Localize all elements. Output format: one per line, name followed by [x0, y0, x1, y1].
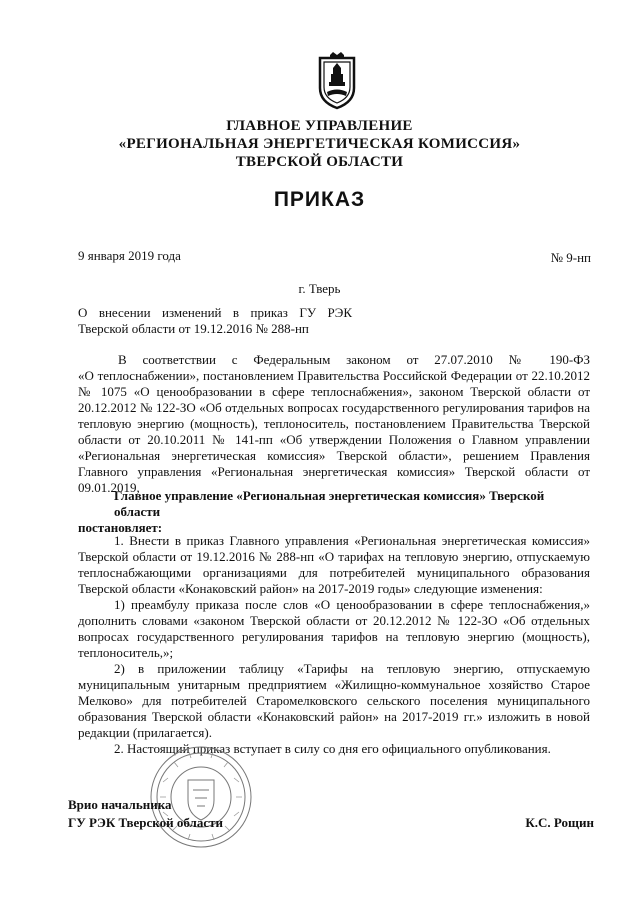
- organization-name-line3: ТВЕРСКОЙ ОБЛАСТИ: [235, 154, 404, 170]
- item-2: 2. Настоящий приказ вступает в силу со дня его официального опубликования.: [114, 741, 551, 756]
- decree-heading: [78, 488, 590, 536]
- decree-line1: Главное управление «Региональная энергетическая комиссия» Тверской области: [114, 488, 545, 519]
- document-subject: [78, 305, 352, 337]
- item-1-sub-1: 1) преамбулу приказа после слов «О ценообразовании в сфере теплоснабжения,» дополнить словами «законом Тверской области от 20.12.2012 № 122-ЗО «Об отдельных вопросах государственного регулирования тарифов на тепловую энергию (мощность), теплоноситель,»;: [78, 597, 590, 660]
- organization-name-line2: «РЕГИОНАЛЬНАЯ ЭНЕРГЕТИЧЕСКАЯ КОМИССИЯ»: [118, 136, 521, 152]
- document-number: № 9-нп: [550, 250, 591, 265]
- document-date: 9 января 2019 года: [78, 248, 181, 263]
- decree-line2: постановляет:: [78, 520, 163, 535]
- document-title: ПРИКАЗ: [273, 188, 366, 211]
- organization-name-line1: ГЛАВНОЕ УПРАВЛЕНИЕ: [226, 118, 413, 134]
- item-1: 1. Внести в приказ Главного управления «Региональная энергетическая комиссия» Тверской области от 19.12.2016 № 288-нп «О тарифах на тепловую энергию, отпускаемую теплоснабжающими организациями для потребителей муниципального образования Тверской области «Конаковский район» на 2017-2019 годы» следующие изменения:: [78, 533, 590, 596]
- preamble-line1: В соответствии с Федеральным законом от 27.07.2010 № 190-ФЗ: [118, 352, 590, 367]
- subject-line2: Тверской области от 19.12.2016 № 288-нп: [78, 321, 309, 336]
- signatory-position-line2: ГУ РЭК Тверской области: [68, 815, 223, 830]
- signatory-position-line1: Врио начальника: [68, 797, 172, 812]
- coat-of-arms-icon: [316, 52, 358, 110]
- preamble-text: «О теплоснабжении», постановлением Правительства Российской Федерации от 22.10.2012 № 1075 «О ценообразовании в сфере теплоснабжения», законом Тверской области от 20.12.2012 № 122-ЗО «Об отдельных вопросах государственного регулирования тарифов на тепловую энергию (мощность), теплоноситель, постановлением Правительства Тверской области от 20.10.2011 № 141-пп «Об утверждении Положения о Главном управлении «Региональная энергетическая комиссия» Тверской области», решением Правления Главного управления «Региональная энергетическая комиссия» Тверской области от 09.01.2019,: [78, 368, 590, 495]
- signatory-name: К.С. Рощин: [525, 815, 594, 830]
- preamble: [78, 352, 590, 496]
- document-city: г. Тверь: [298, 281, 341, 296]
- item-1-sub-2: 2) в приложении таблицу «Тарифы на тепловую энергию, отпускаемую муниципальным унитарным предприятием «Жилищно-коммунальное хозяйство Старое Мелково» для потребителей Старомелковского сельского поселения муниципального образования Тверской области «Конаковский район» на 2017-2019 гг.» изложить в новой редакции (прилагается).: [78, 661, 590, 740]
- subject-line1: О внесении изменений в приказ ГУ РЭК: [78, 305, 352, 320]
- decree-items: [78, 533, 590, 757]
